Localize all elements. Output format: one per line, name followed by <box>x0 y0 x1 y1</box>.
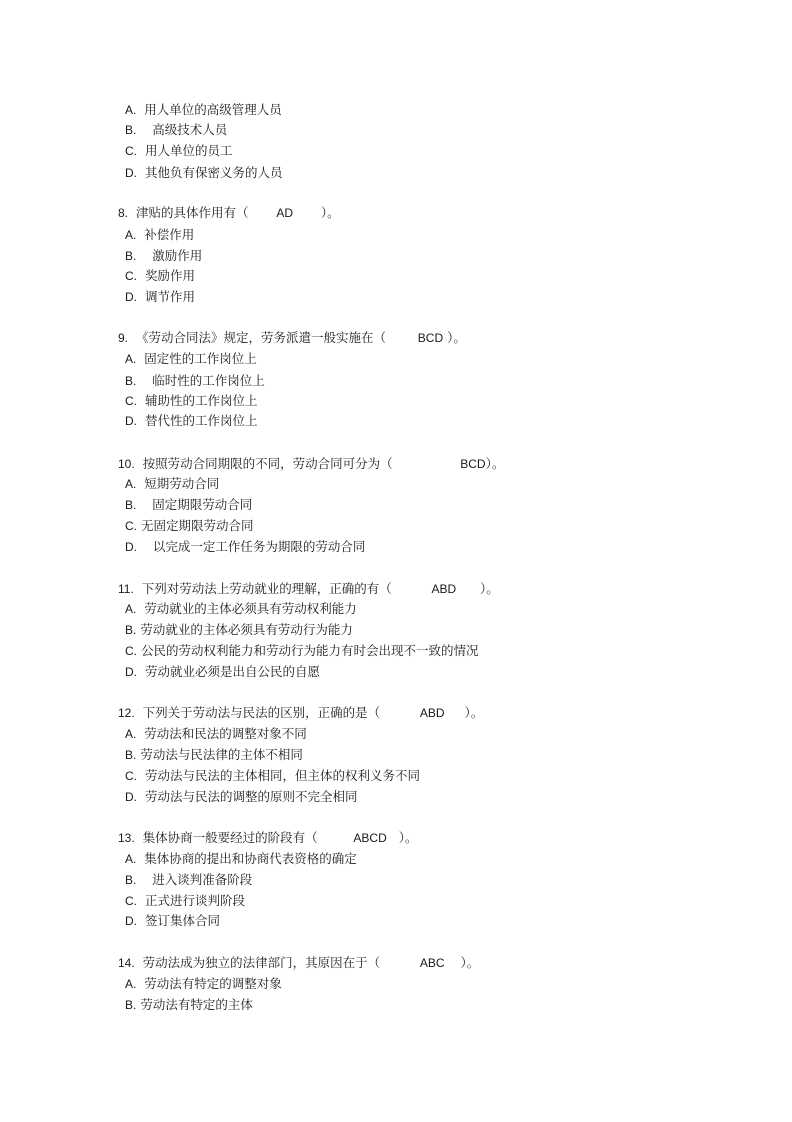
answer: ABD <box>431 582 457 596</box>
option-a: A. 劳动法和民法的调整对象不同 <box>125 726 307 741</box>
option-d: D. 以完成一定工作任务为期限的劳动合同 <box>125 539 366 554</box>
answer: ABD <box>419 706 445 720</box>
option-c: C. 无固定期限劳动合同 <box>125 518 254 533</box>
option-a: A. 固定性的工作岗位上 <box>125 351 257 366</box>
option-c: C. 奖励作用 <box>125 268 195 283</box>
option-d: D. 劳动就业必须是出自公民的自愿 <box>125 664 320 679</box>
question-stem: 10. 按照劳动合同期限的不同，劳动合同可分为（ BCD）。 <box>118 456 505 471</box>
option-b: B. 激励作用 <box>125 248 203 263</box>
answer: BCD <box>417 331 444 345</box>
option-a: A. 短期劳动合同 <box>125 476 220 491</box>
question-stem: 14. 劳动法成为独立的法律部门，其原因在于（ ABC ）。 <box>118 955 480 970</box>
option-a: A. 用人单位的高级管理人员 <box>125 102 282 117</box>
option-b: B. 劳动法与民法律的主体不相同 <box>125 747 303 762</box>
question-stem: 13. 集体协商一般要经过的阶段有（ ABCD ）。 <box>118 830 418 845</box>
option-b: B. 固定期限劳动合同 <box>125 497 253 512</box>
option-b: B. 进入谈判准备阶段 <box>125 872 253 887</box>
option-b: B. 劳动法有特定的主体 <box>125 997 253 1012</box>
answer: AD <box>276 206 293 220</box>
question-stem: 11. 下列对劳动法上劳动就业的理解，正确的有（ ABD ）。 <box>118 581 499 596</box>
option-a: A. 集体协商的提出和协商代表资格的确定 <box>125 851 357 866</box>
option-c: C. 辅助性的工作岗位上 <box>125 393 258 408</box>
option-a: A. 补偿作用 <box>125 227 195 242</box>
option-c: C. 用人单位的员工 <box>125 143 233 158</box>
option-a: A. 劳动就业的主体必须具有劳动权利能力 <box>125 601 357 616</box>
answer: ABCD <box>353 831 387 845</box>
option-a: A. 劳动法有特定的调整对象 <box>125 976 282 991</box>
option-b: B. 临时性的工作岗位上 <box>125 373 265 388</box>
option-c: C. 公民的劳动权利能力和劳动行为能力有时会出现不一致的情况 <box>125 643 479 658</box>
option-d: D. 其他负有保密义务的人员 <box>125 165 283 180</box>
option-b: B. 劳动就业的主体必须具有劳动行为能力 <box>125 622 353 637</box>
answer: ABC <box>419 956 445 970</box>
question-stem: 9. 《劳动合同法》规定，劳务派遣一般实施在（ BCD ）。 <box>118 330 466 345</box>
option-d: D. 劳动法与民法的调整的原则不完全相同 <box>125 789 358 804</box>
answer: BCD <box>460 457 486 471</box>
question-stem: 12. 下列关于劳动法与民法的区别，正确的是（ ABD ）。 <box>118 705 484 720</box>
option-b: B. 高级技术人员 <box>125 122 228 137</box>
option-d: D. 签订集体合同 <box>125 913 220 928</box>
question-stem: 8. 津贴的具体作用有（ AD ）。 <box>118 205 340 220</box>
option-d: D. 替代性的工作岗位上 <box>125 413 258 428</box>
option-d: D. 调节作用 <box>125 289 195 304</box>
option-c: C. 劳动法与民法的主体相同，但主体的权利义务不同 <box>125 768 420 783</box>
option-c: C. 正式进行谈判阶段 <box>125 893 245 908</box>
